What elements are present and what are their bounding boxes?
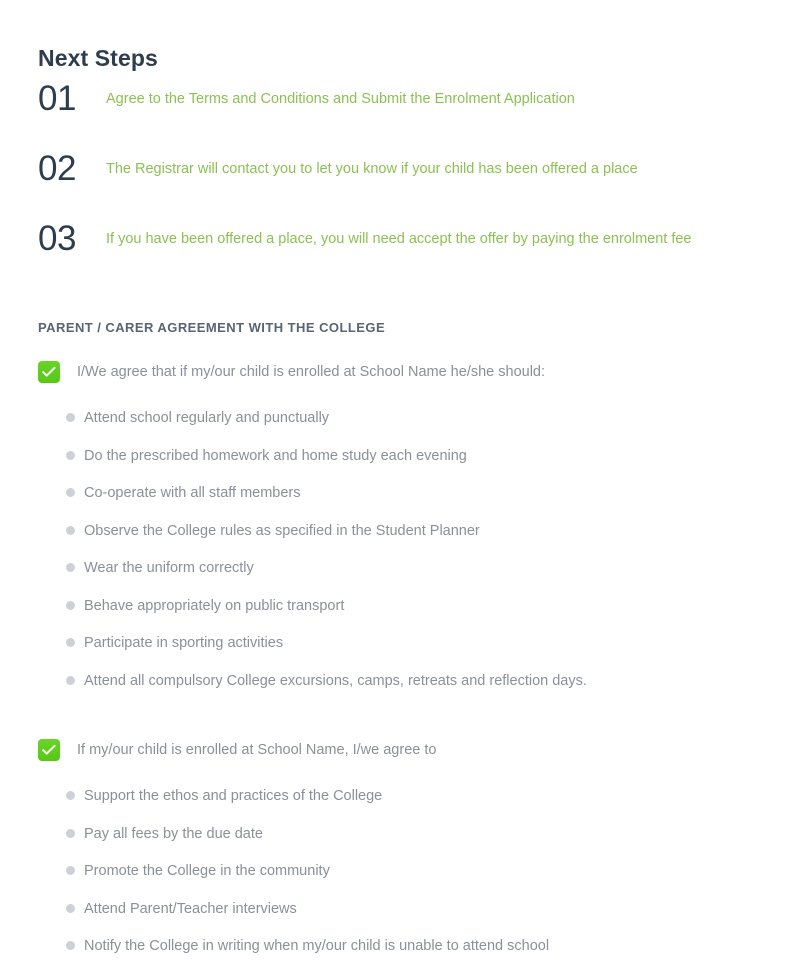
list-item-label: Attend Parent/Teacher interviews	[84, 900, 297, 917]
list-item	[38, 785, 778, 823]
check-icon	[42, 366, 56, 378]
list-item-label: Co-operate with all staff members	[84, 485, 301, 501]
list-item-label: Notify the College in writing when my/our child is unable to attend school	[84, 938, 550, 954]
check-icon	[42, 744, 56, 756]
bullet-dot-icon	[66, 866, 75, 875]
step-number: 01	[38, 79, 76, 118]
list-item	[38, 632, 778, 670]
list-item-label: Support the ethos and practices of the College	[84, 788, 383, 804]
bullet-dot-icon	[66, 829, 75, 838]
next-steps-list	[38, 78, 778, 288]
agreement-label: If my/our child is enrolled at School Name, I/we agree to	[77, 742, 437, 758]
agreement-bullet-list	[38, 386, 778, 707]
step-row	[38, 78, 778, 148]
agreement-checkbox-row[interactable]	[38, 360, 778, 386]
agreement-section-header: PARENT / CARER AGREEMENT WITH THE COLLEGE	[38, 320, 386, 335]
agreement-checkbox[interactable]	[38, 739, 60, 761]
list-item-label: Observe the College rules as specified in the Student Planner	[84, 522, 480, 539]
step-row	[38, 148, 778, 218]
list-item-label: Participate in sporting activities	[84, 635, 284, 651]
agreement-label: I/We agree that if my/our child is enrolled at School Name he/she should:	[77, 364, 546, 380]
step-number: 03	[38, 219, 76, 258]
agreement-block	[38, 738, 778, 973]
list-item	[38, 407, 778, 445]
agreement-checkbox[interactable]	[38, 361, 60, 383]
agreement-checkbox-row[interactable]	[38, 738, 778, 764]
list-item	[38, 595, 778, 633]
list-item	[38, 670, 778, 708]
bullet-dot-icon	[66, 904, 75, 913]
bullet-dot-icon	[66, 791, 75, 800]
bullet-dot-icon	[66, 451, 75, 460]
list-item	[38, 860, 778, 898]
list-item	[38, 823, 778, 861]
bullet-dot-icon	[66, 638, 75, 647]
list-item	[38, 898, 778, 936]
agreement-block	[38, 360, 778, 707]
step-row	[38, 218, 778, 288]
step-description: Agree to the Terms and Conditions and Submit the Enrolment Application	[106, 91, 575, 107]
list-item-label: Wear the uniform correctly	[84, 560, 254, 576]
step-description: The Registrar will contact you to let you know if your child has been offered a place	[106, 161, 638, 177]
list-item	[38, 445, 778, 483]
bullet-dot-icon	[66, 676, 75, 685]
bullet-dot-icon	[66, 413, 75, 422]
list-item-label: Promote the College in the community	[84, 863, 330, 879]
bullet-dot-icon	[66, 563, 75, 572]
page-title: Next Steps	[38, 45, 158, 72]
list-item	[38, 557, 778, 595]
list-item-label: Attend all compulsory College excursions, camps, retreats and reflection days.	[84, 672, 587, 689]
bullet-dot-icon	[66, 601, 75, 610]
list-item	[38, 935, 778, 973]
list-item	[38, 520, 778, 558]
list-item-label: Behave appropriately on public transport	[84, 597, 345, 614]
list-item-label: Do the prescribed homework and home study each evening	[84, 447, 467, 464]
bullet-dot-icon	[66, 941, 75, 950]
list-item-label: Attend school regularly and punctually	[84, 410, 330, 426]
bullet-dot-icon	[66, 526, 75, 535]
agreement-bullet-list	[38, 764, 778, 973]
step-number: 02	[38, 149, 76, 188]
list-item	[38, 482, 778, 520]
bullet-dot-icon	[66, 488, 75, 497]
list-item-label: Pay all fees by the due date	[84, 825, 263, 842]
step-description: If you have been offered a place, you will need accept the offer by paying the enrolment fee	[106, 231, 692, 247]
